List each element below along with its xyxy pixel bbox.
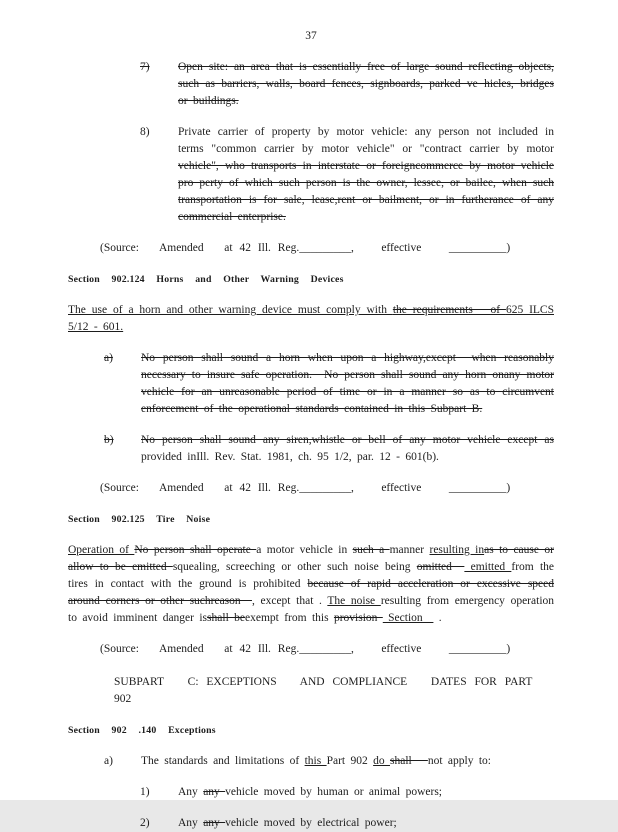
item-8-text [178, 124, 554, 226]
text-run-s: shall be [207, 612, 245, 624]
text-run-n: __________ [448, 643, 507, 655]
text-run-n: Any [178, 786, 204, 798]
text-run-s: any [203, 817, 226, 829]
text-run-s: any [203, 786, 226, 798]
item-7 [68, 59, 554, 110]
text-run-n: Private carrier of property by motor vehicle: any person not included in terms "common carrier by motor vehicle" or "contract carrier by motor [178, 126, 554, 155]
item-7-label: 7) [140, 61, 150, 73]
text-run-n: vehicle moved by electrical power; [225, 817, 397, 829]
text-run-n: Section 902.125 Tire Noise [68, 514, 211, 525]
text-run-u: resulting in [429, 544, 485, 556]
item-8 [68, 124, 554, 226]
item-8-label: 8) [140, 126, 150, 138]
item-1-exceptions-label: 1) [140, 786, 150, 798]
text-run-n: Section 902 .140 Exceptions [68, 725, 216, 736]
text-run-n: exempt from this [245, 612, 334, 624]
text-run-s: shall [389, 755, 428, 767]
text-run-u: do [373, 755, 390, 767]
subpart-c-heading [114, 674, 554, 708]
text-run-n: SUBPART C: EXCEPTIONS AND COMPLIANCE DATES FOR PART 902 [114, 676, 533, 705]
text-run-s: such a [352, 544, 390, 556]
text-run-n: (Source: Amended at 42 Ill. Reg. [100, 242, 300, 254]
item-2-exceptions-text [178, 815, 554, 832]
text-run-n: Section 902.124 Horns and Other Warning Devices [68, 274, 344, 285]
text-run-s: No person shall operate [134, 544, 257, 556]
text-run-n: __________ [448, 242, 507, 254]
text-run-n: Any [178, 817, 204, 829]
text-run-n: not apply to: [427, 755, 491, 767]
text-run-u: 625 ILCS 5/12 - 601. [68, 304, 554, 333]
text-run-s: Open site: an area that is essentially free of large sound reflecting objects, such as barriers, walls, board fences, signboards, parked ve hicles, bridges or buildings. [178, 61, 554, 107]
item-1-exceptions-text [178, 784, 554, 801]
item-a-exceptions-label: a) [104, 755, 113, 767]
text-run-n: provided inIll. Rev. Stat. 1981, ch. 95 1/2, par. 12 - 601(b). [141, 451, 439, 463]
text-run-u: this [304, 755, 327, 767]
text-run-n: . [433, 612, 442, 624]
source-line-2 [100, 480, 554, 497]
item-b-horns-text [141, 432, 554, 466]
text-run-s: because of rapid acceleration or excessive speed around corners or other suchreason [68, 578, 555, 607]
text-run-su: the requirements of [392, 304, 506, 316]
source-line-3 [100, 641, 554, 658]
text-run-n: _________ [299, 482, 351, 494]
text-run-n: The standards and limitations of [141, 755, 305, 767]
item-a-exceptions-text [141, 753, 554, 770]
text-run-n: ) [506, 242, 511, 254]
item-7-text [178, 59, 554, 110]
text-run-u: Section [382, 612, 434, 624]
text-run-n: , except that . [251, 595, 328, 607]
item-a-exceptions [68, 753, 554, 770]
text-run-u: The noise [327, 595, 381, 607]
text-run-u: The use of a horn and other warning device must comply with [68, 304, 393, 316]
item-b-horns-label: b) [104, 434, 114, 446]
item-a-horns [68, 350, 554, 418]
text-run-n: squealing, screeching or other such noise being [172, 561, 417, 573]
item-1-exceptions [68, 784, 554, 801]
tire-noise-paragraph [68, 542, 554, 627]
text-run-n: , effective [350, 643, 449, 655]
item-2-exceptions-label: 2) [140, 817, 150, 829]
text-run-n: (Source: Amended at 42 Ill. Reg. [100, 643, 300, 655]
text-run-n: manner [389, 544, 430, 556]
text-run-s: vehicle", who transports in interstate or foreigncommerce by motor vehicle pro perty of which such person is the owner, lessee, or bailee, when such transportation is for sale, lease,rent or bailment, or in furtherance of any commercial enterprise. [178, 160, 554, 223]
item-a-horns-text [141, 350, 554, 418]
item-a-horns-label: a) [104, 352, 113, 364]
text-run-n: ) [506, 643, 511, 655]
text-run-n: a motor vehicle in [256, 544, 353, 556]
text-run-s: No person shall sound a horn when upon a highway,except when reasonably necessary to insure safe operation. No person shall sound any horn onany motor vehicle for an unreasonable period of time or in a manner so as to circumvent enforcement of the operational standards contained in this Subpart B. [141, 352, 554, 415]
text-run-s: as to cause or allow to be emitted [68, 544, 554, 573]
text-run-n: _________ [299, 643, 351, 655]
text-run-n: (Source: Amended at 42 Ill. Reg. [100, 482, 300, 494]
text-run-n: from the tires in contact with the ground is prohibited [68, 561, 555, 590]
horn-compliance-paragraph [68, 302, 554, 336]
text-run-n: , effective [350, 482, 449, 494]
section-heading-902-140 [68, 722, 554, 739]
text-run-s: provision [333, 612, 383, 624]
section-heading-902-125 [68, 511, 554, 528]
text-run-n: vehicle moved by human or animal powers; [225, 786, 443, 798]
text-run-u: emitted [464, 561, 512, 573]
item-b-horns [68, 432, 554, 466]
text-run-s: No person shall sound any siren,whistle or bell of any motor vehicle except as [141, 434, 554, 446]
item-2-exceptions [68, 815, 554, 832]
text-run-n: resulting from emergency operation to avoid imminent danger is [68, 595, 555, 624]
section-heading-902-124 [68, 271, 554, 288]
source-line-1 [100, 240, 554, 257]
text-run-n: Part 902 [326, 755, 374, 767]
text-run-n: , effective [350, 242, 449, 254]
text-run-n: _________ [299, 242, 351, 254]
text-run-n: __________ [448, 482, 507, 494]
text-run-s: omitted [416, 561, 465, 573]
doc-content [68, 59, 554, 832]
page-number: 37 [305, 30, 317, 42]
text-run-n: ) [506, 482, 511, 494]
text-run-u: Operation of [68, 544, 135, 556]
